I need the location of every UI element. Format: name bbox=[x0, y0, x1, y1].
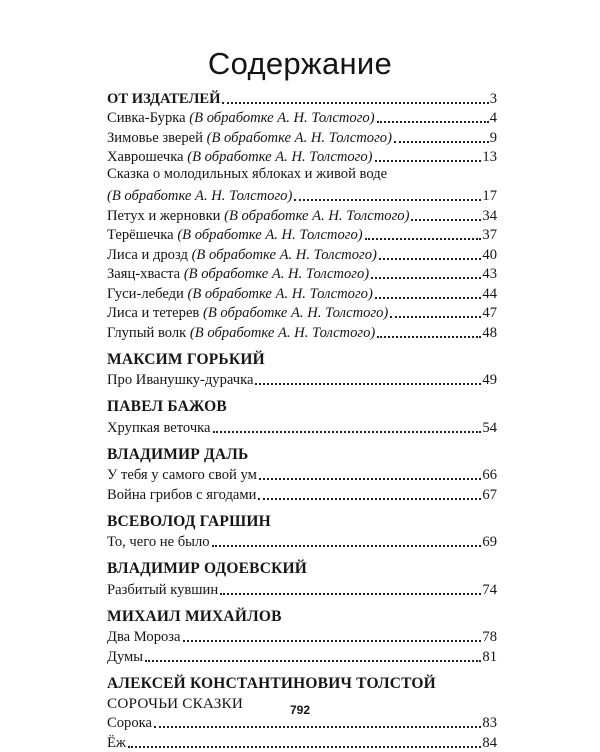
toc-entry-title: Лиса и дрозд bbox=[107, 246, 188, 263]
toc-entry-note: (В обработке А. Н. Толстого) bbox=[187, 149, 373, 165]
toc-page-number: 48 bbox=[482, 324, 497, 341]
page-title: Содержание bbox=[207, 46, 393, 81]
toc-page-number: 37 bbox=[482, 227, 497, 243]
toc-entry[interactable] bbox=[107, 465, 497, 485]
toc-entry-label bbox=[107, 305, 388, 322]
toc-entry-note: (В обработке А. Н. Толстого) bbox=[206, 129, 392, 146]
toc-entry[interactable] bbox=[107, 127, 497, 147]
dot-leader bbox=[154, 726, 481, 728]
toc-entry-title: ОТ ИЗДАТЕЛЕЙ bbox=[107, 90, 221, 107]
dot-leader bbox=[220, 593, 481, 595]
toc-entry-title: Хрупкая веточка bbox=[107, 419, 211, 436]
toc-page-number: 44 bbox=[482, 285, 497, 302]
toc-entry-label bbox=[107, 534, 210, 551]
toc-page-number: 43 bbox=[482, 266, 497, 282]
toc-entry-label bbox=[107, 715, 152, 732]
toc-entry-note: (В обработке А. Н. Толстого) bbox=[189, 324, 376, 341]
toc-entry-note: (В обработке А. Н. Толстого) bbox=[187, 285, 373, 302]
toc-page-number: 49 bbox=[482, 372, 497, 388]
toc-page-number: 67 bbox=[482, 486, 497, 503]
dot-leader bbox=[379, 258, 482, 260]
toc-entry-label bbox=[107, 467, 257, 484]
toc-entry[interactable] bbox=[107, 264, 497, 284]
toc-entry-title: Терёшечка bbox=[107, 227, 174, 243]
toc-entry[interactable] bbox=[107, 417, 497, 437]
dot-leader bbox=[258, 498, 481, 500]
toc-entry-note: (В обработке А. Н. Толстого) bbox=[202, 305, 389, 321]
toc-entry[interactable] bbox=[107, 108, 497, 128]
dot-leader bbox=[145, 660, 481, 662]
toc-page-number: 34 bbox=[482, 207, 497, 224]
toc-entry-label bbox=[107, 110, 375, 127]
toc-page-number: 3 bbox=[489, 90, 497, 107]
dot-leader bbox=[259, 478, 482, 480]
toc-entry-label bbox=[107, 91, 220, 108]
section-author: ВСЕВОЛОД ГАРШИН bbox=[107, 512, 271, 530]
toc-entry-note: (В обработке А. Н. Толстого) bbox=[183, 266, 370, 282]
dot-leader bbox=[222, 102, 488, 104]
toc-entry-label bbox=[107, 286, 373, 303]
toc-entry[interactable] bbox=[107, 484, 497, 504]
toc-page-number: 4 bbox=[489, 110, 497, 126]
dot-leader bbox=[365, 238, 482, 240]
toc-entry[interactable] bbox=[107, 244, 497, 264]
toc-entry-title: Хаврошечка bbox=[107, 149, 184, 165]
toc-entry[interactable] bbox=[107, 225, 497, 245]
dot-leader bbox=[371, 277, 481, 279]
toc-page-number: 84 bbox=[482, 734, 497, 751]
section-author: АЛЕКСЕЙ КОНСТАНТИНОВИЧ ТОЛСТОЙ bbox=[107, 674, 436, 692]
toc-entry[interactable] bbox=[107, 147, 497, 167]
section-author: ВЛАДИМИР ДАЛЬ bbox=[107, 445, 249, 463]
toc-entry-label bbox=[107, 227, 363, 244]
dot-leader bbox=[255, 383, 481, 385]
toc-page-number: 81 bbox=[482, 648, 497, 665]
toc-entry-title: Война грибов с ягодами bbox=[107, 486, 257, 503]
toc-entry[interactable] bbox=[107, 579, 497, 599]
dot-leader bbox=[183, 640, 482, 642]
dot-leader bbox=[411, 219, 481, 221]
toc-entry-title: Заяц-хваста bbox=[107, 266, 181, 282]
toc-entry[interactable] bbox=[107, 627, 497, 647]
toc-entry-note: (В обработке А. Н. Толстого) bbox=[107, 188, 293, 204]
dot-leader bbox=[394, 141, 489, 143]
toc-entry-title: Глупый волк bbox=[107, 324, 187, 341]
dot-leader bbox=[213, 431, 482, 433]
section-author: МИХАИЛ МИХАЙЛОВ bbox=[107, 607, 282, 625]
toc-page-number: 54 bbox=[482, 419, 497, 436]
section-author: ПАВЕЛ БАЖОВ bbox=[107, 398, 227, 415]
toc-page-number: 83 bbox=[482, 715, 497, 731]
toc-entry-label bbox=[107, 372, 253, 389]
toc-page-number: 78 bbox=[482, 629, 497, 645]
toc-entry[interactable] bbox=[107, 646, 497, 666]
toc-entry[interactable] bbox=[107, 166, 497, 186]
dot-leader bbox=[294, 199, 481, 201]
section-author: МАКСИМ ГОРЬКИЙ bbox=[107, 350, 265, 368]
toc-entry-label bbox=[107, 629, 181, 646]
toc-entry-note: (В обработке А. Н. Толстого) bbox=[189, 110, 375, 126]
toc-entry-label bbox=[107, 735, 126, 752]
toc-page-number: 13 bbox=[482, 149, 497, 165]
toc-entry-title: Про Иванушку-дурачка bbox=[107, 372, 254, 388]
subsection-title: СОРОЧЬИ СКАЗКИ bbox=[107, 694, 244, 712]
toc-page-number: 66 bbox=[482, 467, 497, 483]
toc-entry-label bbox=[107, 325, 375, 342]
toc-entry-title: Гуси-лебеди bbox=[107, 285, 184, 302]
table-of-contents bbox=[107, 88, 497, 752]
toc-entry-label bbox=[107, 487, 256, 504]
toc-entry-note: (В обработке А. Н. Толстого) bbox=[177, 227, 363, 243]
dot-leader bbox=[128, 746, 481, 748]
toc-entry[interactable] bbox=[107, 532, 497, 552]
toc-entry-title: Думы bbox=[107, 648, 144, 665]
toc-page-number: 74 bbox=[482, 581, 497, 598]
page-number: 792 bbox=[289, 703, 311, 717]
toc-entry-title: Лиса и тетерев bbox=[107, 305, 200, 321]
dot-leader bbox=[377, 336, 481, 338]
toc-entry[interactable] bbox=[107, 322, 497, 342]
toc-entry-title: Зимовье зверей bbox=[107, 129, 203, 146]
toc-entry-label bbox=[107, 188, 292, 205]
dot-leader bbox=[375, 160, 482, 162]
toc-entry-note: (В обработке А. Н. Толстого) bbox=[224, 207, 410, 224]
toc-entry[interactable] bbox=[107, 732, 497, 752]
toc-entry-label bbox=[107, 420, 211, 437]
section-author: ВЛАДИМИР ОДОЕВСКИЙ bbox=[107, 560, 308, 577]
toc-entry-title: Сивка-Бурка bbox=[107, 110, 186, 126]
toc-entry-label bbox=[107, 649, 143, 666]
toc-entry-title: У тебя у самого свой ум bbox=[107, 467, 257, 483]
toc-entry[interactable] bbox=[107, 205, 497, 225]
dot-leader bbox=[390, 316, 481, 318]
dot-leader bbox=[377, 121, 489, 123]
toc-page-number: 17 bbox=[482, 188, 497, 204]
toc-entry[interactable] bbox=[107, 186, 497, 206]
dot-leader bbox=[212, 545, 482, 547]
toc-entry-note: (В обработке А. Н. Толстого) bbox=[191, 246, 377, 263]
toc-entry-title: Ёж bbox=[107, 734, 126, 751]
toc-entry-label bbox=[107, 266, 369, 283]
toc-entry-title: То, чего не было bbox=[107, 534, 210, 550]
toc-entry-title: Сказка о молодильных яблоках и живой воде bbox=[107, 166, 388, 182]
toc-entry-label bbox=[107, 247, 377, 264]
toc-entry-label bbox=[107, 208, 409, 225]
toc-entry-label bbox=[107, 130, 392, 147]
toc-page-number: 40 bbox=[482, 246, 497, 263]
toc-entry-label bbox=[107, 166, 387, 182]
toc-page-number: 47 bbox=[482, 305, 497, 321]
toc-entry[interactable] bbox=[107, 303, 497, 323]
toc-entry-title: Два Мороза bbox=[107, 629, 181, 645]
toc-entry-title: Сорока bbox=[107, 715, 152, 731]
dot-leader bbox=[375, 297, 482, 299]
toc-entry-label bbox=[107, 582, 218, 599]
toc-entry-title: Петух и жерновки bbox=[107, 207, 221, 224]
toc-entry-label bbox=[107, 149, 373, 166]
toc-entry-title: Разбитый кувшин bbox=[107, 581, 219, 598]
toc-entry[interactable] bbox=[107, 283, 497, 303]
toc-entry[interactable] bbox=[107, 88, 497, 108]
toc-page-number: 69 bbox=[482, 534, 497, 550]
toc-entry[interactable] bbox=[107, 370, 497, 390]
toc-page-number: 9 bbox=[489, 129, 497, 146]
